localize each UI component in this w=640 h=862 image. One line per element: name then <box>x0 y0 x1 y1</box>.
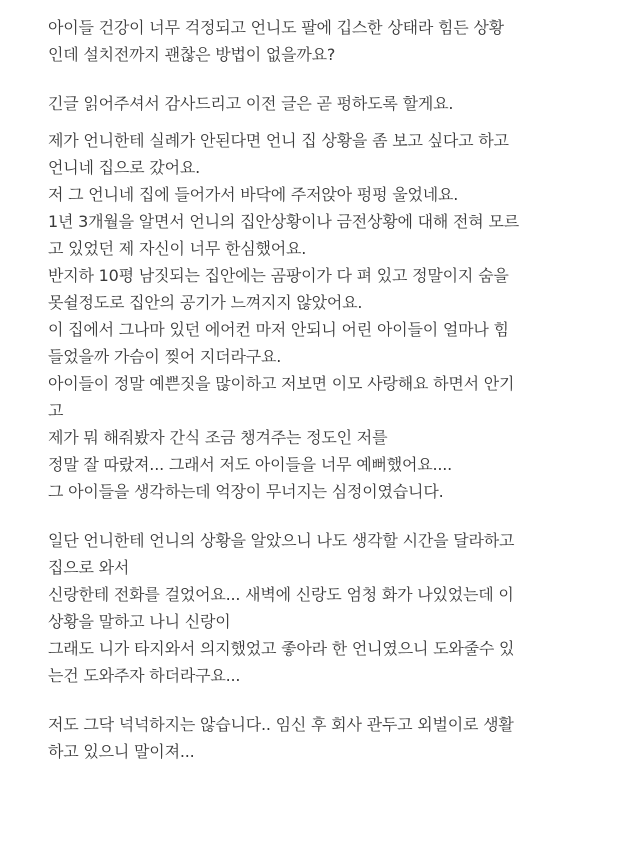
text-line: 는건 도와주자 하더라구요... <box>48 666 241 685</box>
text-line: 아이들이 정말 예쁜짓을 많이하고 저보면 이모 사랑해요 하면서 안기 <box>48 374 515 393</box>
text-line: 신랑한테 전화를 걸었어요... 새벽에 신랑도 엄청 화가 나있었는데 이 <box>48 585 514 604</box>
text-line: 1년 3개월을 알면서 언니의 집안상황이나 금전상황에 대해 전혀 모르 <box>48 212 519 231</box>
text-line: 이 집에서 그나마 있던 에어컨 마저 안되니 어린 아이들이 얼마나 힘 <box>48 320 509 339</box>
text-line: 들었을까 가슴이 찢어 지더라구요. <box>48 347 282 366</box>
paragraph-gap <box>48 68 622 90</box>
text-line: 언니네 집으로 갔어요. <box>48 158 200 177</box>
text-line: 저 그 언니네 집에 들어가서 바닥에 주저앉아 펑펑 울었네요. <box>48 185 459 204</box>
text-line: 긴글 읽어주셔서 감사드리고 이전 글은 곧 펑하도록 할게요. <box>48 94 454 113</box>
text-line: 고 있었던 제 자신이 너무 한심했어요. <box>48 239 307 258</box>
text-line: 일단 언니한테 언니의 상황을 알았으니 나도 생각할 시간을 달라하고 <box>48 531 515 550</box>
paragraph-gap <box>48 117 622 127</box>
paragraph-3 <box>48 127 622 505</box>
text-line: 상황을 말하고 나니 신랑이 <box>48 612 231 631</box>
text-line: 아이들 건강이 너무 걱정되고 언니도 팔에 깁스한 상태라 힘든 상황 <box>48 18 504 37</box>
text-line: 집으로 와서 <box>48 558 130 577</box>
paragraph-2 <box>48 90 622 117</box>
text-line: 고 <box>48 401 64 420</box>
text-line: 저도 그닥 넉넉하지는 않습니다.. 임신 후 회사 관두고 외벌이로 생활 <box>48 715 514 734</box>
text-line: 그 아이들을 생각하는데 억장이 무너지는 심정이였습니다. <box>48 482 444 501</box>
text-line: 인데 설치전까지 괜찮은 방법이 없을까요? <box>48 45 336 64</box>
text-line: 제가 언니한테 실례가 안된다면 언니 집 상황을 좀 보고 싶다고 하고 <box>48 131 509 150</box>
text-line: 못쉴정도로 집안의 공기가 느껴지지 않았어요. <box>48 293 363 312</box>
paragraph-gap <box>48 505 622 527</box>
paragraph-4 <box>48 527 622 689</box>
text-line: 정말 잘 따랐져... 그래서 저도 아이들을 너무 예뻐했어요.... <box>48 455 453 474</box>
text-line: 제가 뭐 해줘봤자 간식 조금 챙겨주는 정도인 저를 <box>48 428 388 447</box>
paragraph-5 <box>48 711 622 765</box>
text-line: 반지하 10평 남짓되는 집안에는 곰팡이가 다 펴 있고 정말이지 숨을 <box>48 266 509 285</box>
text-line: 하고 있으니 말이져... <box>48 742 195 761</box>
paragraph-1 <box>48 14 622 68</box>
paragraph-gap <box>48 689 622 711</box>
text-line: 그래도 니가 타지와서 의지했었고 좋아라 한 언니였으니 도와줄수 있 <box>48 639 515 658</box>
